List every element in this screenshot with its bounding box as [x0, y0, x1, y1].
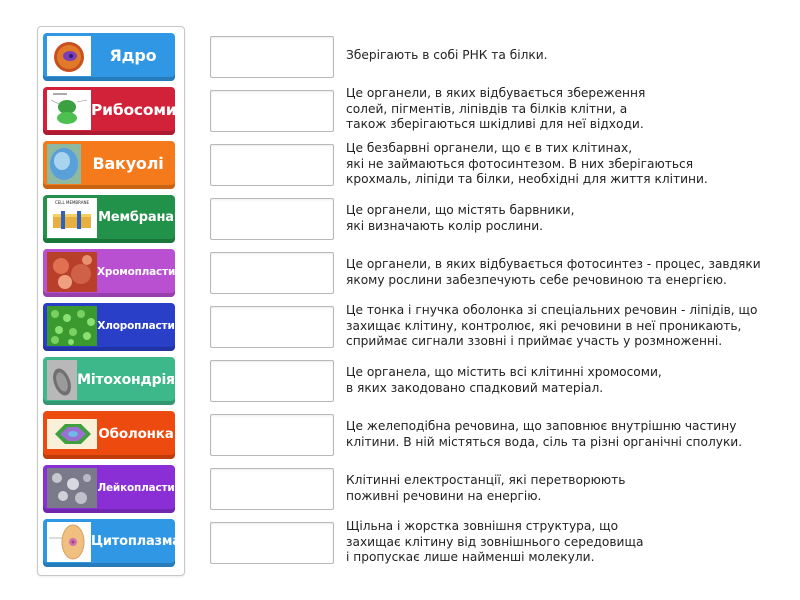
chromoplasts-image [47, 252, 97, 292]
description-1: Зберігають в собі РНК та білки. [346, 48, 548, 62]
plant-cell-wall-image [47, 419, 97, 449]
card-label: Мембрана [98, 210, 174, 225]
card-label: Цитоплазма [91, 534, 181, 549]
card-membrane[interactable] [43, 195, 175, 243]
drop-slot-6[interactable] [210, 306, 334, 348]
card-ribosomes[interactable] [43, 87, 175, 135]
card-label: Вакуолі [92, 154, 164, 173]
leucoplasts-image [47, 468, 97, 508]
answer-card-bank [37, 26, 185, 576]
card-label: Рибосоми [91, 100, 177, 119]
card-chromoplasts[interactable] [43, 249, 175, 297]
card-label: Хромопласти [97, 265, 176, 278]
vacuole-image [47, 144, 81, 184]
description-8: Це желеподібна речовина, що заповнює внутрішню частину клітини. В ній містяться вода, сіль та різні органічні сполуки. [346, 419, 743, 449]
description-9: Клітинні електростанції, які перетворюють поживні речовини на енергію. [346, 473, 626, 503]
mitochondrion-image [47, 360, 77, 400]
chloroplasts-image [47, 306, 97, 346]
card-cytoplasm[interactable] [43, 519, 181, 567]
description-10: Щільна і жорстка зовнішня структура, що захищає клітину від зовнішнього середовища і пропускає лише найменші молекули. [346, 519, 644, 564]
description-5: Це органели, в яких відбувається фотосинтез - процес, завдяки якому рослини забезпечують себе речовиною та енергією. [346, 257, 761, 287]
cytoplasm-cell-image [47, 522, 91, 562]
description-3: Це безбарвні органели, що є в тих клітинах, які не займаються фотосинтезом. В них зберігаються крохмаль, ліпіди та білки, необхідні для життя клітини. [346, 141, 708, 186]
membrane-caption: CELL MEMBRANE [54, 199, 90, 205]
card-nucleus[interactable] [43, 33, 175, 81]
card-label: Мітохондрія [77, 371, 175, 388]
description-2: Це органели, в яких відбувається збереження солей, пігментів, ліпівдів та білків клітни, а також зберігаються шкідливі для неї відходи. [346, 86, 646, 131]
drop-slot-10[interactable] [210, 522, 334, 564]
card-label: Ядро [109, 46, 157, 65]
card-mitochondrion[interactable] [43, 357, 175, 405]
card-vacuoles[interactable] [43, 141, 175, 189]
description-4: Це органели, що містять барвники, які визначають колір рослини. [346, 203, 575, 233]
drop-slot-8[interactable] [210, 414, 334, 456]
card-leucoplasts[interactable] [43, 465, 175, 513]
drop-slot-9[interactable] [210, 468, 334, 510]
card-label: Лейкопласти [97, 481, 175, 494]
card-label: Хлоропласти [97, 319, 175, 332]
card-cell-wall[interactable] [43, 411, 175, 459]
drop-slot-1[interactable] [210, 36, 334, 78]
description-7: Це органела, що містить всі клітинні хромосоми, в яких закодовано спадковий матеріал. [346, 365, 662, 395]
cell-membrane-diagram-image [47, 198, 97, 238]
drop-slot-5[interactable] [210, 252, 334, 294]
description-6: Це тонка і гнучка оболонка зі спеціальних речовин - ліпідів, що захищає клітину, контролює, які речовини в неї проникають, сприймає сигнали ззовні і приймає участь у розмноженні. [346, 303, 758, 348]
card-chloroplasts[interactable] [43, 303, 175, 351]
drop-slot-3[interactable] [210, 144, 334, 186]
cell-nucleus-image [47, 36, 91, 76]
drop-slot-7[interactable] [210, 360, 334, 402]
drop-slot-4[interactable] [210, 198, 334, 240]
drop-slot-2[interactable] [210, 90, 334, 132]
card-label: Оболонка [98, 425, 174, 442]
ribosome-diagram-image [47, 90, 91, 130]
